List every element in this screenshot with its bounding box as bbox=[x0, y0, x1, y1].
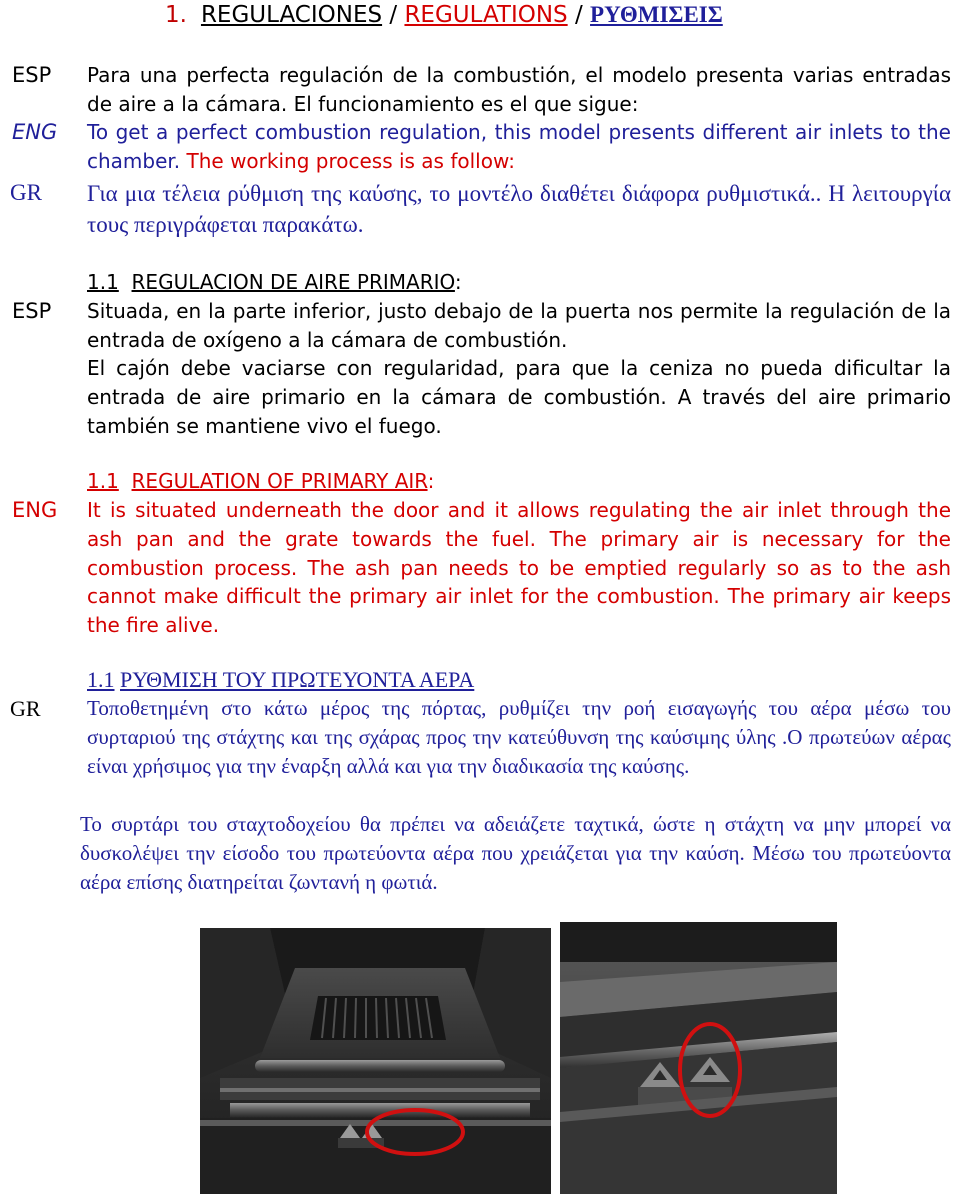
section-es-text1: Situada, en la parte inferior, justo debajo de la puerta nos permite la regulación de la entrada de oxígeno a la cámara de combustión. bbox=[87, 299, 951, 352]
section-gr-title: ΡΥΘΜΙΣΗ ΤΟΥ ΠΡΩΤΕΥΟΝΤΑ ΑΕΡΑ bbox=[120, 667, 475, 692]
intro-eng-text-b: The working process is as follow: bbox=[180, 148, 515, 173]
section-en-colon: : bbox=[427, 469, 435, 493]
photo-ash-pan-detail-drawing bbox=[560, 922, 837, 1194]
section-es-text2: El cajón debe vaciarse con regularidad, para que la ceniza no pueda dificultar la entrada de aire primario en la cámara de combustión. A través del aire primario también se mantiene vivo el fuego. bbox=[87, 356, 951, 438]
title-en: REGULATIONS bbox=[404, 2, 568, 28]
section-gr-text1: Τοποθετημένη στο κάτω μέρος της πόρτας, ρυθμίζει την ροή εισαγωγής του αέρα μέσω του συρταριού της στάχτης και της σχάρας προς την κατεύθυνση της καύσιμης ύλης .Ο πρωτεύων αέρας είναι χρήσιμος για την έναρξη αλλά και για την διαδικασία της καύσης. bbox=[87, 696, 951, 778]
lang-label-esp: ESP bbox=[12, 63, 52, 87]
intro-gr-text: Για μια τέλεια ρύθμιση της καύσης, το μοντέλο διαθέτει διάφορα ρυθμιστικά.. Η λειτουργία τους περιγράφεται παρακάτω. bbox=[87, 181, 951, 237]
section-es-number: 1.1 bbox=[87, 270, 119, 294]
lang-label-eng: ENG bbox=[12, 498, 58, 522]
title-separator: / bbox=[382, 2, 405, 28]
lang-label-esp: ESP bbox=[12, 299, 52, 323]
section-gr-heading bbox=[87, 665, 474, 694]
page-title bbox=[165, 0, 723, 30]
section-es-title: REGULACION DE AIRE PRIMARIO bbox=[131, 270, 455, 294]
lang-label-gr: GR bbox=[10, 696, 41, 721]
section-es-heading bbox=[87, 268, 462, 297]
section-en-text: It is situated underneath the door and it allows regulating the air inlet through the ash pan and the grate towards the fuel. The primary air is necessary for the combustion process. The ash pan needs to be emptied regularly so as to the ash cannot make difficult the primary air inlet for the combustion. The primary air keeps the fire alive. bbox=[87, 498, 951, 638]
photo-ash-pan-detail bbox=[560, 922, 837, 1194]
title-separator: / bbox=[567, 2, 591, 28]
section-en-number: 1.1 bbox=[87, 469, 119, 493]
photo-ash-pan-front bbox=[200, 928, 551, 1194]
section-gr-text2: Το συρτάρι του σταχτοδοχείου θα πρέπει να αδειάζετε ταχτικά, ώστε η στάχτη να μην μπορεί να δυσκολέψει την είσοδο του πρωτεύοντα αέρα που χρειάζεται για την καύση. Μέσω του πρωτεύοντα αέρα επίσης διατηρείται ζωντανή η φωτιά. bbox=[80, 812, 951, 894]
lang-label-eng: ENG bbox=[12, 120, 58, 144]
intro-eng-text-a: To get a perfect combustion regulation, this model presents different air inlets to the chamber. bbox=[87, 120, 951, 173]
title-gr: ΡΥΘΜΙΣΕΙΣ bbox=[590, 2, 723, 27]
title-number: 1. bbox=[165, 2, 187, 28]
intro-eng-text bbox=[87, 118, 951, 176]
intro-esp-text: Para una perfecta regulación de la combustión, el modelo presenta varias entradas de aire a la cámara. El funcionamiento es el que sigue: bbox=[87, 63, 951, 116]
title-es: REGULACIONES bbox=[200, 2, 383, 28]
section-en-heading bbox=[87, 467, 434, 496]
lang-label-gr: GR bbox=[10, 180, 42, 205]
photo-ash-pan-front-drawing bbox=[200, 928, 551, 1194]
section-gr-number: 1.1 bbox=[87, 667, 115, 692]
section-es-colon: : bbox=[454, 270, 462, 294]
section-en-title: REGULATION OF PRIMARY AIR bbox=[131, 469, 428, 493]
